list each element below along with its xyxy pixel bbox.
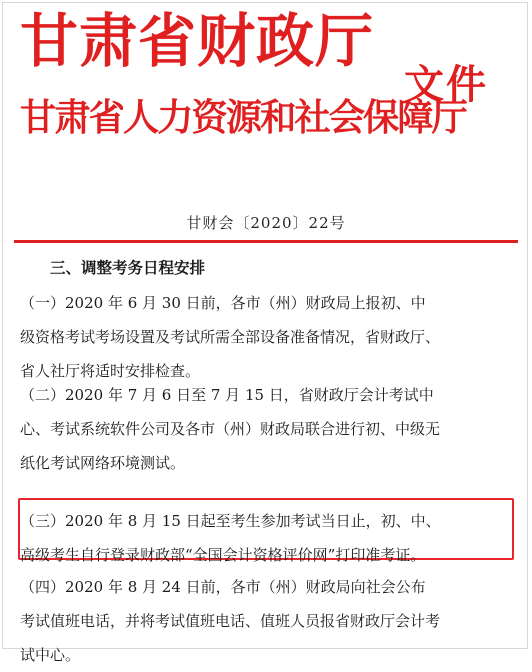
paragraph-line: （一）2020 年 6 月 30 日前，各市（州）财政局上报初、中 — [20, 294, 426, 312]
paragraph-2 — [20, 378, 514, 480]
paragraph-4 — [20, 570, 514, 672]
paragraph-line: 试中心。 — [20, 646, 81, 664]
paragraph-line: （三）2020 年 8 月 15 日起至考生参加考试当日止，初、中、 — [20, 512, 441, 530]
paragraph-3-highlighted — [20, 504, 514, 572]
paragraph-line: 省人社厅将适时安排检查。 — [20, 362, 201, 380]
issuer-title-hr-dept: 甘肃省人力资源和社会保障厅 — [20, 95, 466, 139]
paragraph-line: 高级考生自行登录财政部“全国会计资格评价网”打印准考证。 — [20, 546, 426, 564]
document-number: 甘财会〔2020〕22号 — [186, 214, 346, 232]
paragraph-1 — [20, 286, 514, 388]
issuer-title-finance-dept: 甘肃省财政厅 — [20, 7, 375, 75]
paragraph-line: 纸化考试网络环境测试。 — [20, 454, 186, 472]
paragraph-line: （二）2020 年 7 月 6 日至 7 月 15 日，省财政厅会计考试中 — [20, 386, 434, 404]
paragraph-line: （四）2020 年 8 月 24 日前，各市（州）财政局向社会公布 — [20, 578, 426, 596]
section-heading: 三、调整考务日程安排 — [50, 259, 206, 277]
paragraph-line: 级资格考试考场设置及考试所需全部设备准备情况，省财政厅、 — [20, 328, 441, 346]
paragraph-line: 考试值班电话，并将考试值班电话、值班人员报省财政厅会计考 — [20, 612, 441, 630]
document-type-label: 文件 — [404, 61, 488, 108]
header-divider-rule — [14, 240, 518, 243]
paragraph-line: 心、考试系统软件公司及各市（州）财政局联合进行初、中级无 — [20, 420, 441, 438]
